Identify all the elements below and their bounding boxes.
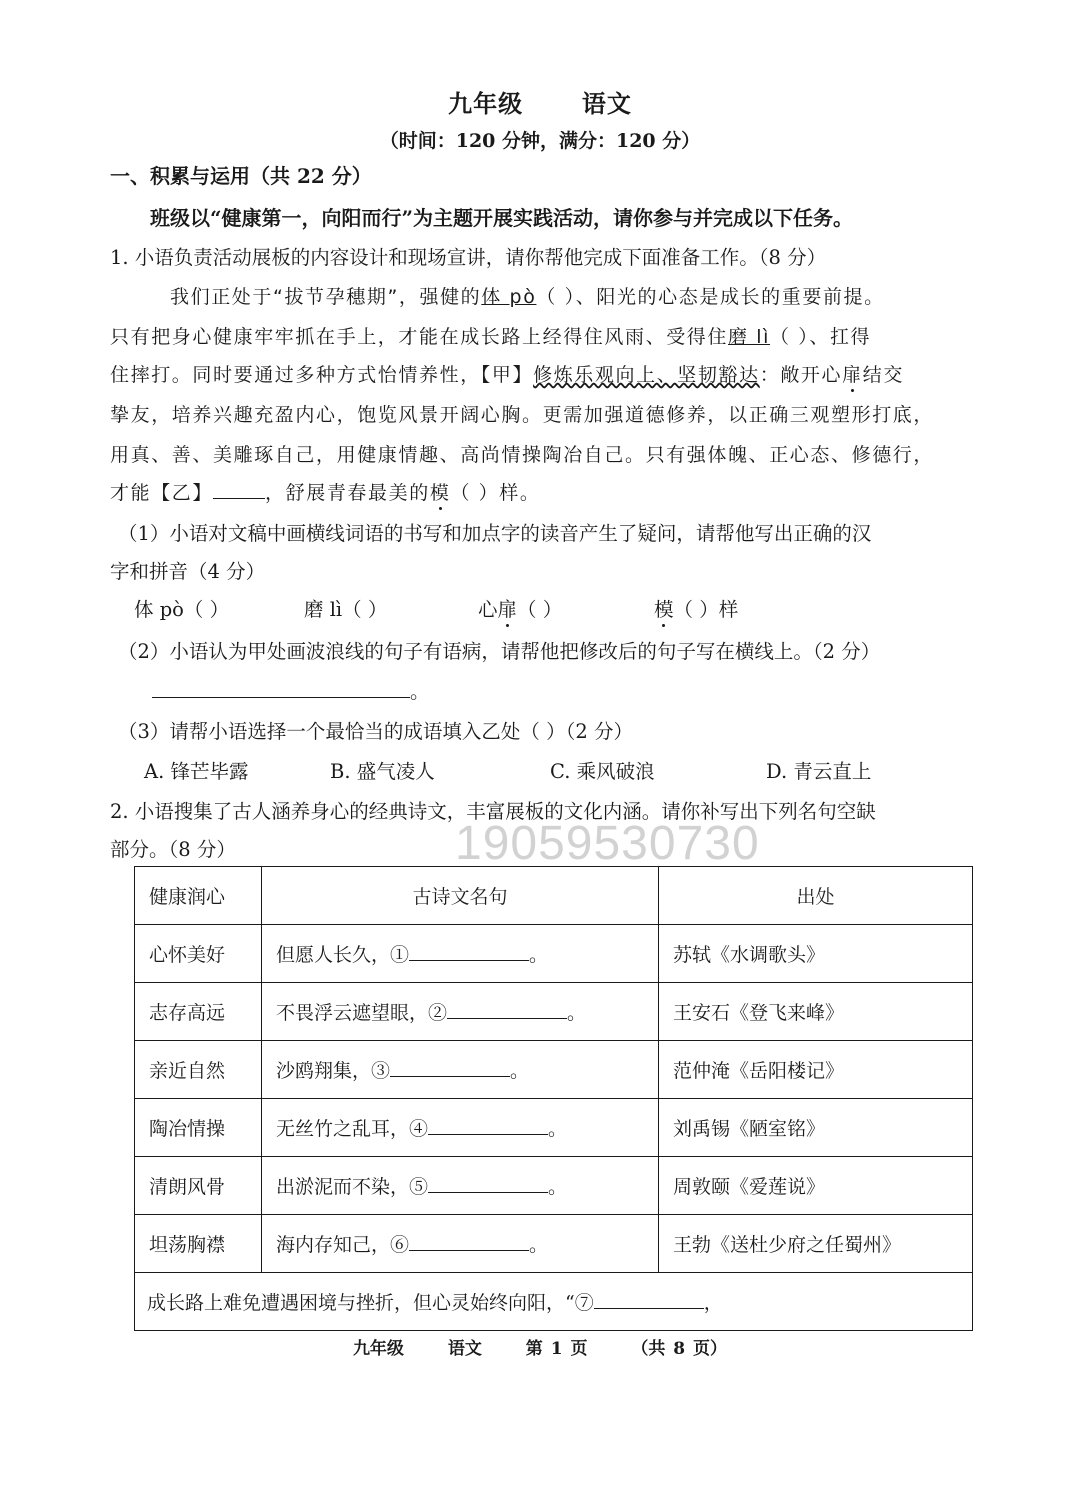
table-row bbox=[135, 1041, 973, 1099]
header-source: 出处 bbox=[659, 867, 973, 925]
poem-table bbox=[134, 866, 973, 1331]
answer-item-moli[interactable]: 磨 lì（ ） bbox=[304, 598, 388, 621]
option-c[interactable]: C. 乘风破浪 bbox=[550, 760, 655, 783]
passage-text: 我们正处于“拔节孕穗期”，强健的 bbox=[170, 286, 482, 308]
row-source: 王安石《登飞来峰》 bbox=[659, 983, 973, 1041]
answer-item-mo[interactable] bbox=[654, 594, 738, 622]
passage-text: 只有把身心健康牢牢抓在手上，才能在成长路上经得住风雨、受得住 bbox=[110, 326, 729, 348]
passage-line-4: 挚友，培养兴趣充盈内心，饱览风景开阔心胸。更需加强道德修养，以正确三观塑形打底， bbox=[110, 404, 935, 426]
period: 。 bbox=[510, 1060, 530, 1082]
footer-subject: 语文 bbox=[447, 1339, 482, 1359]
dotted-char-mo: 模 bbox=[429, 482, 451, 504]
item-text: 心 bbox=[478, 598, 498, 621]
line-text: 海内存知己，⑥ bbox=[276, 1234, 410, 1256]
header-line: 古诗文名句 bbox=[262, 867, 659, 925]
footer-grade: 九年级 bbox=[352, 1339, 404, 1359]
row-source: 周敦颐《爱莲说》 bbox=[659, 1157, 973, 1215]
line-text: 出淤泥而不染，⑤ bbox=[276, 1176, 429, 1198]
answer-line-2 bbox=[152, 676, 430, 704]
item-text: （ ）样 bbox=[673, 598, 739, 621]
option-d[interactable]: D. 青云直上 bbox=[766, 760, 872, 783]
table-final-row bbox=[135, 1273, 973, 1331]
row-theme: 陶冶情操 bbox=[135, 1099, 262, 1157]
title-grade: 九年级 bbox=[448, 89, 524, 118]
sub-question-2: （2）小语认为甲处画波浪线的句子有语病，请帮他把修改后的句子写在横线上。（2 分） bbox=[118, 640, 881, 663]
fill-blank-5[interactable] bbox=[428, 1176, 548, 1193]
footer-page: 第 1 页 bbox=[525, 1339, 588, 1359]
table-header-row bbox=[135, 867, 973, 925]
fill-blank-4[interactable] bbox=[428, 1118, 548, 1135]
underlined-word-moli: 磨 lì bbox=[728, 326, 771, 348]
row-theme: 清朗风骨 bbox=[135, 1157, 262, 1215]
dotted-char-fei: 扉 bbox=[842, 364, 863, 386]
sub-question-1: （1）小语对文稿中画横线词语的书写和加点字的读音产生了疑问，请帮他写出正确的汉 bbox=[118, 522, 872, 545]
passage-text: （ ）、阳光的心态是成长的重要前提。 bbox=[536, 286, 885, 308]
row-source: 苏轼《水调歌头》 bbox=[659, 925, 973, 983]
row-theme: 亲近自然 bbox=[135, 1041, 262, 1099]
answer-item-fei[interactable] bbox=[478, 594, 562, 622]
period: 。 bbox=[529, 1234, 549, 1256]
passage-line-5: 用真、善、美雕琢自己，用健康情趣、高尚情操陶冶自己。只有强体魄、正心态、修德行， bbox=[110, 444, 935, 466]
option-a[interactable]: A. 锋芒毕露 bbox=[144, 760, 249, 783]
period: 。 bbox=[548, 1176, 568, 1198]
header-theme: 健康润心 bbox=[135, 867, 262, 925]
passage-line-3 bbox=[110, 360, 904, 387]
row-source: 王勃《送杜少府之任蜀州》 bbox=[659, 1215, 973, 1273]
sub-question-3: （3）请帮小语选择一个最恰当的成语填入乙处（ ）（2 分） bbox=[118, 720, 633, 743]
passage-line-6 bbox=[110, 478, 540, 505]
question-1-stem: 1. 小语负责活动展板的内容设计和现场宣讲，请你帮他完成下面准备工作。（8 分） bbox=[110, 246, 827, 269]
row-line bbox=[262, 1157, 659, 1215]
period: 。 bbox=[410, 680, 430, 703]
row-theme: 心怀美好 bbox=[135, 925, 262, 983]
line-text: 不畏浮云遮望眼，② bbox=[276, 1002, 448, 1024]
period: 。 bbox=[548, 1118, 568, 1140]
fill-blank-6[interactable] bbox=[409, 1234, 529, 1251]
footer-total: （共 8 页） bbox=[631, 1339, 728, 1359]
row-source: 范仲淹《岳阳楼记》 bbox=[659, 1041, 973, 1099]
row-line bbox=[262, 1041, 659, 1099]
dotted-char: 模 bbox=[654, 598, 674, 621]
page-footer bbox=[0, 1334, 1080, 1359]
table-row bbox=[135, 983, 973, 1041]
passage-line-1 bbox=[170, 282, 885, 309]
section-intro: 班级以“健康第一，向阳而行”为主题开展实践活动，请你参与并完成以下任务。 bbox=[150, 206, 854, 230]
answer-item-tipo[interactable]: 体 pò（ ） bbox=[134, 598, 230, 621]
exam-time-info: （时间：120 分钟，满分：120 分） bbox=[379, 130, 701, 152]
final-row-text: 成长路上难免遭遇困境与挫折，但心灵始终向阳，“⑦ bbox=[147, 1292, 594, 1314]
title-subject: 语文 bbox=[581, 89, 632, 118]
option-b[interactable]: B. 盛气凌人 bbox=[330, 760, 435, 783]
passage-text: 结交 bbox=[862, 364, 904, 386]
exam-title bbox=[0, 84, 1080, 119]
row-theme: 志存高远 bbox=[135, 983, 262, 1041]
answer-blank[interactable] bbox=[152, 681, 410, 698]
dotted-char: 扉 bbox=[497, 598, 518, 621]
passage-text: 才能【乙】 bbox=[110, 482, 214, 504]
row-theme: 坦荡胸襟 bbox=[135, 1215, 262, 1273]
line-text: 无丝竹之乱耳，④ bbox=[276, 1118, 429, 1140]
item-text: （ ） bbox=[517, 598, 563, 621]
passage-text: （ ）、扛得 bbox=[770, 326, 872, 348]
comma: ， bbox=[703, 1292, 723, 1314]
question-2-stem: 2. 小语搜集了古人涵养身心的经典诗文，丰富展板的文化内涵。请你补写出下列名句空缺 bbox=[110, 800, 876, 823]
table-row bbox=[135, 1215, 973, 1273]
fill-blank-2[interactable] bbox=[447, 1002, 567, 1019]
period: 。 bbox=[567, 1002, 587, 1024]
line-text: 沙鸥翔集，③ bbox=[276, 1060, 391, 1082]
table-row bbox=[135, 925, 973, 983]
row-line bbox=[262, 983, 659, 1041]
passage-text: ，舒展青春最美的 bbox=[265, 482, 430, 504]
line-text: 但愿人长久，① bbox=[276, 944, 410, 966]
row-line bbox=[262, 1215, 659, 1273]
blank-yi[interactable] bbox=[213, 482, 265, 499]
final-row-cell bbox=[135, 1273, 973, 1331]
passage-text: （ ）样。 bbox=[450, 482, 541, 504]
underlined-word-tipo: 体 pò bbox=[481, 286, 537, 308]
period: 。 bbox=[529, 944, 549, 966]
fill-blank-1[interactable] bbox=[409, 944, 529, 961]
fill-blank-7[interactable] bbox=[594, 1292, 704, 1309]
watermark: 19059530730 bbox=[455, 817, 760, 870]
question-2-stem-cont: 部分。（8 分） bbox=[110, 838, 236, 861]
sub-question-1-cont: 字和拼音（4 分） bbox=[110, 560, 266, 583]
row-line bbox=[262, 1099, 659, 1157]
section-title: 一、积累与运用（共 22 分） bbox=[110, 164, 372, 188]
wavy-underlined-sentence: 修炼乐观向上、坚韧豁达 bbox=[533, 364, 760, 386]
table-row bbox=[135, 1099, 973, 1157]
table-row bbox=[135, 1157, 973, 1215]
row-source: 刘禹锡《陋室铭》 bbox=[659, 1099, 973, 1157]
passage-text: ：敞开心 bbox=[759, 364, 843, 386]
passage-text: 住摔打。同时要通过多种方式怡情养性，【甲】 bbox=[110, 364, 534, 386]
row-line bbox=[262, 925, 659, 983]
passage-line-2 bbox=[110, 322, 871, 349]
fill-blank-3[interactable] bbox=[390, 1060, 510, 1077]
